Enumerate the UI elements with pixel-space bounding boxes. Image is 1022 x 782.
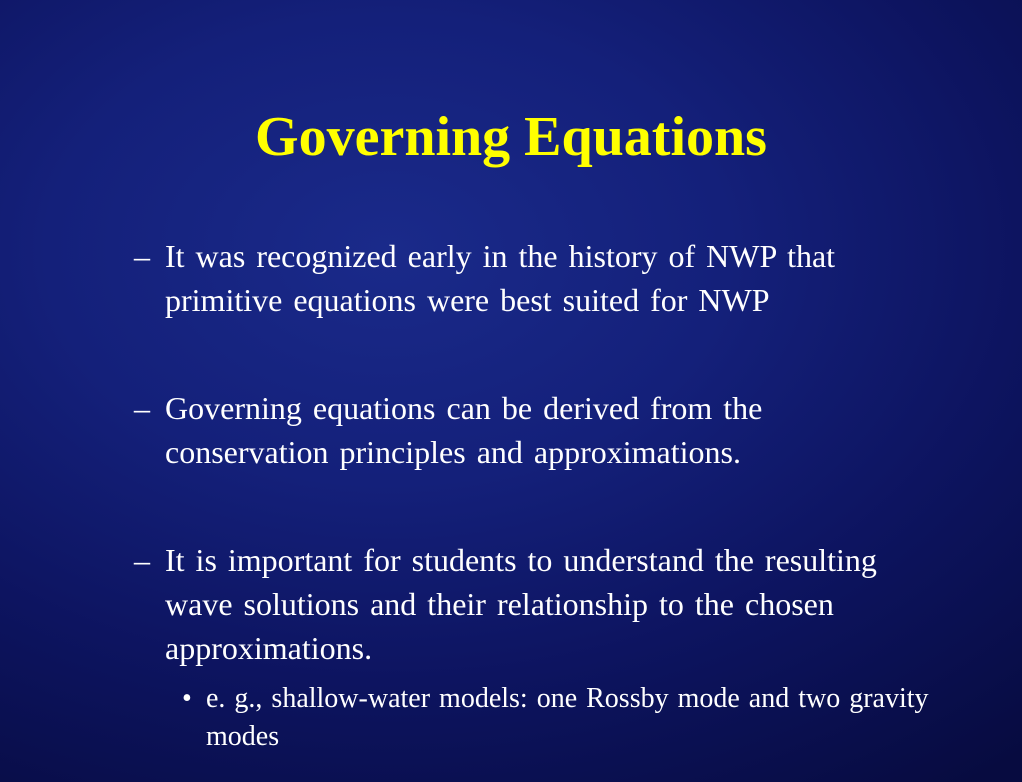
bullet-text: Governing equations can be derived from the conservation principles and approximations. (165, 390, 763, 470)
bullet-text: It is important for students to understand the resulting wave solutions and their relationship to the chosen approximations. (165, 542, 877, 666)
slide-title: Governing Equations (255, 106, 767, 168)
sub-bullet-item (182, 680, 942, 756)
bullet-item (134, 234, 934, 322)
bullet-text: It was recognized early in the history of NWP that primitive equations were best suited for NWP (165, 238, 836, 318)
bullet-item (134, 386, 934, 474)
dash-marker: – (134, 542, 150, 578)
dash-marker: – (134, 238, 150, 274)
sub-bullet-text: e. g., shallow-water models: one Rossby mode and two gravity modes (206, 683, 929, 752)
dash-marker: – (134, 390, 150, 426)
bullet-item (134, 538, 934, 670)
bullet-dot-marker: • (182, 683, 192, 714)
